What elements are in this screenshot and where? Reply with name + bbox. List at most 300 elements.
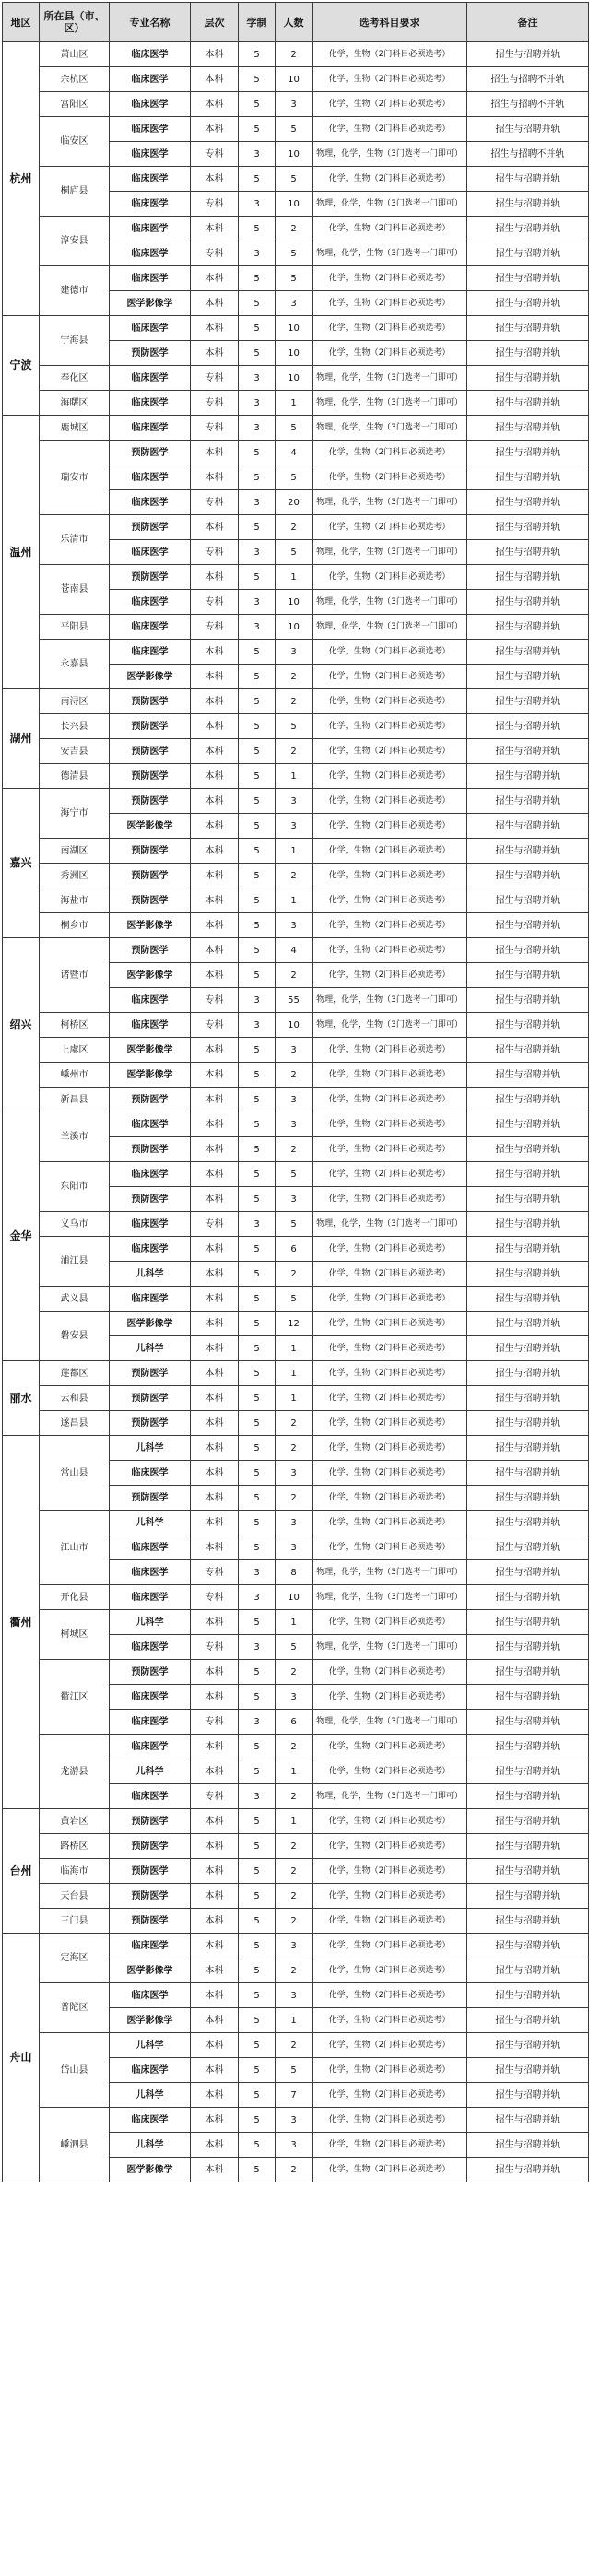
remark-cell: 招生与招聘并轨 bbox=[467, 590, 589, 615]
major-cell: 预防医学 bbox=[110, 341, 191, 366]
level-cell: 专科 bbox=[191, 1560, 239, 1585]
level-cell: 本科 bbox=[191, 1735, 239, 1759]
subjects-cell: 化学，生物（2门科目必须选考） bbox=[313, 92, 467, 117]
level-cell: 本科 bbox=[191, 1535, 239, 1560]
county-cell: 黄岩区 bbox=[40, 1809, 110, 1834]
major-cell: 临床医学 bbox=[110, 266, 191, 291]
count-cell: 1 bbox=[276, 391, 313, 416]
level-cell: 本科 bbox=[191, 2133, 239, 2158]
county-cell: 海曙区 bbox=[40, 391, 110, 416]
level-cell: 本科 bbox=[191, 640, 239, 665]
years-cell: 3 bbox=[239, 416, 276, 441]
remark-cell: 招生与招聘并轨 bbox=[467, 615, 589, 640]
level-cell: 本科 bbox=[191, 291, 239, 316]
remark-cell: 招生与招聘并轨 bbox=[467, 1287, 589, 1312]
subjects-cell: 化学，生物（2门科目必须选考） bbox=[313, 565, 467, 590]
subjects-cell: 物理，化学，生物（3门选考一门即可） bbox=[313, 1784, 467, 1809]
subjects-cell: 化学，生物（2门科目必须选考） bbox=[313, 341, 467, 366]
remark-cell: 招生与招聘并轨 bbox=[467, 1212, 589, 1237]
table-row bbox=[3, 441, 589, 465]
years-cell: 5 bbox=[239, 316, 276, 341]
level-cell: 本科 bbox=[191, 913, 239, 938]
county-cell: 武义县 bbox=[40, 1287, 110, 1312]
subjects-cell: 化学，生物（2门科目必须选考） bbox=[313, 2133, 467, 2158]
major-cell: 预防医学 bbox=[110, 864, 191, 888]
count-cell: 10 bbox=[276, 192, 313, 217]
remark-cell: 招生与招聘并轨 bbox=[467, 1958, 589, 1983]
county-cell: 遂昌县 bbox=[40, 1411, 110, 1436]
count-cell: 2 bbox=[276, 1735, 313, 1759]
remark-cell: 招生与招聘并轨 bbox=[467, 1834, 589, 1859]
count-cell: 2 bbox=[276, 963, 313, 988]
count-cell: 2 bbox=[276, 1660, 313, 1685]
subjects-cell: 化学，生物（2门科目必须选考） bbox=[313, 1958, 467, 1983]
subjects-cell: 化学，生物（2门科目必须选考） bbox=[313, 1610, 467, 1635]
years-cell: 3 bbox=[239, 1212, 276, 1237]
count-cell: 3 bbox=[276, 92, 313, 117]
remark-cell: 招生与招聘并轨 bbox=[467, 1237, 589, 1262]
remark-cell: 招生与招聘并轨 bbox=[467, 1535, 589, 1560]
level-cell: 本科 bbox=[191, 217, 239, 241]
count-cell: 5 bbox=[276, 2058, 313, 2083]
count-cell: 2 bbox=[276, 2158, 313, 2182]
major-cell: 预防医学 bbox=[110, 1486, 191, 1511]
remark-cell: 招生与招聘并轨 bbox=[467, 1710, 589, 1735]
remark-cell: 招生与招聘不并轨 bbox=[467, 142, 589, 167]
count-cell: 2 bbox=[276, 1909, 313, 1934]
level-cell: 本科 bbox=[191, 1088, 239, 1112]
county-cell: 诸暨市 bbox=[40, 938, 110, 1013]
level-cell: 本科 bbox=[191, 1486, 239, 1511]
major-cell: 医学影像学 bbox=[110, 814, 191, 839]
major-cell: 医学影像学 bbox=[110, 2008, 191, 2033]
county-cell: 萧山区 bbox=[40, 42, 110, 67]
level-cell: 本科 bbox=[191, 1038, 239, 1063]
subjects-cell: 化学，生物（2门科目必须选考） bbox=[313, 167, 467, 192]
years-cell: 5 bbox=[239, 1038, 276, 1063]
remark-cell: 招生与招聘并轨 bbox=[467, 1809, 589, 1834]
count-cell: 2 bbox=[276, 1958, 313, 1983]
remark-cell: 招生与招聘并轨 bbox=[467, 739, 589, 764]
remark-cell: 招生与招聘并轨 bbox=[467, 864, 589, 888]
count-cell: 3 bbox=[276, 1112, 313, 1137]
level-cell: 专科 bbox=[191, 490, 239, 515]
years-cell: 3 bbox=[239, 590, 276, 615]
major-cell: 临床医学 bbox=[110, 1635, 191, 1660]
years-cell: 5 bbox=[239, 665, 276, 689]
remark-cell: 招生与招聘并轨 bbox=[467, 2133, 589, 2158]
years-cell: 5 bbox=[239, 2058, 276, 2083]
level-cell: 专科 bbox=[191, 391, 239, 416]
county-cell: 富阳区 bbox=[40, 92, 110, 117]
remark-cell: 招生与招聘并轨 bbox=[467, 1610, 589, 1635]
level-cell: 本科 bbox=[191, 739, 239, 764]
count-cell: 3 bbox=[276, 789, 313, 814]
years-cell: 5 bbox=[239, 739, 276, 764]
level-cell: 本科 bbox=[191, 1436, 239, 1461]
region-cell: 衢州 bbox=[3, 1436, 40, 1809]
count-cell: 2 bbox=[276, 1486, 313, 1511]
major-cell: 儿科学 bbox=[110, 2133, 191, 2158]
subjects-cell: 化学，生物（2门科目必须选考） bbox=[313, 1262, 467, 1287]
county-cell: 路桥区 bbox=[40, 1834, 110, 1859]
remark-cell: 招生与招聘并轨 bbox=[467, 217, 589, 241]
years-cell: 5 bbox=[239, 565, 276, 590]
table-row bbox=[3, 1287, 589, 1312]
subjects-cell: 化学，生物（2门科目必须选考） bbox=[313, 1461, 467, 1486]
count-cell: 1 bbox=[276, 1336, 313, 1361]
remark-cell: 招生与招聘并轨 bbox=[467, 640, 589, 665]
major-cell: 临床医学 bbox=[110, 1535, 191, 1560]
subjects-cell: 物理，化学，生物（3门选考一门即可） bbox=[313, 615, 467, 640]
subjects-cell: 化学，生物（2门科目必须选考） bbox=[313, 739, 467, 764]
major-cell: 临床医学 bbox=[110, 1237, 191, 1262]
subjects-cell: 物理，化学，生物（3门选考一门即可） bbox=[313, 241, 467, 266]
years-cell: 5 bbox=[239, 1436, 276, 1461]
major-cell: 儿科学 bbox=[110, 1336, 191, 1361]
years-cell: 5 bbox=[239, 789, 276, 814]
county-cell: 乐清市 bbox=[40, 515, 110, 565]
years-cell: 5 bbox=[239, 1112, 276, 1137]
major-cell: 预防医学 bbox=[110, 739, 191, 764]
years-cell: 5 bbox=[239, 1535, 276, 1560]
county-cell: 东阳市 bbox=[40, 1162, 110, 1212]
level-cell: 本科 bbox=[191, 465, 239, 490]
table-row bbox=[3, 1511, 589, 1535]
major-cell: 儿科学 bbox=[110, 2083, 191, 2108]
enrollment-table bbox=[2, 2, 589, 2182]
major-cell: 医学影像学 bbox=[110, 2158, 191, 2182]
major-cell: 临床医学 bbox=[110, 67, 191, 92]
remark-cell: 招生与招聘不并轨 bbox=[467, 92, 589, 117]
subjects-cell: 化学，生物（2门科目必须选考） bbox=[313, 1336, 467, 1361]
remark-cell: 招生与招聘并轨 bbox=[467, 465, 589, 490]
subjects-cell: 化学，生物（2门科目必须选考） bbox=[313, 1361, 467, 1386]
years-cell: 5 bbox=[239, 2008, 276, 2033]
count-cell: 7 bbox=[276, 2083, 313, 2108]
remark-cell: 招生与招聘并轨 bbox=[467, 1486, 589, 1511]
remark-cell: 招生与招聘并轨 bbox=[467, 665, 589, 689]
subjects-cell: 化学，生物（2门科目必须选考） bbox=[313, 1063, 467, 1088]
county-cell: 磐安县 bbox=[40, 1312, 110, 1361]
years-cell: 5 bbox=[239, 341, 276, 366]
table-row bbox=[3, 938, 589, 963]
count-cell: 2 bbox=[276, 515, 313, 540]
level-cell: 本科 bbox=[191, 316, 239, 341]
years-cell: 3 bbox=[239, 391, 276, 416]
county-cell: 嵊州市 bbox=[40, 1063, 110, 1088]
years-cell: 5 bbox=[239, 441, 276, 465]
major-cell: 临床医学 bbox=[110, 1585, 191, 1610]
level-cell: 本科 bbox=[191, 1809, 239, 1834]
level-cell: 本科 bbox=[191, 1336, 239, 1361]
subjects-cell: 物理，化学，生物（3门选考一门即可） bbox=[313, 1013, 467, 1038]
county-cell: 龙游县 bbox=[40, 1735, 110, 1809]
level-cell: 本科 bbox=[191, 888, 239, 913]
remark-cell: 招生与招聘并轨 bbox=[467, 839, 589, 864]
county-cell: 兰溪市 bbox=[40, 1112, 110, 1162]
subjects-cell: 物理，化学，生物（3门选考一门即可） bbox=[313, 416, 467, 441]
table-row bbox=[3, 640, 589, 665]
level-cell: 专科 bbox=[191, 1784, 239, 1809]
major-cell: 预防医学 bbox=[110, 1859, 191, 1884]
count-cell: 1 bbox=[276, 565, 313, 590]
major-cell: 临床医学 bbox=[110, 92, 191, 117]
level-cell: 本科 bbox=[191, 266, 239, 291]
years-cell: 5 bbox=[239, 2158, 276, 2182]
remark-cell: 招生与招聘并轨 bbox=[467, 515, 589, 540]
subjects-cell: 化学，生物（2门科目必须选考） bbox=[313, 2033, 467, 2058]
remark-cell: 招生与招聘并轨 bbox=[467, 1162, 589, 1187]
table-row bbox=[3, 864, 589, 888]
level-cell: 专科 bbox=[191, 241, 239, 266]
major-cell: 临床医学 bbox=[110, 1162, 191, 1187]
major-cell: 预防医学 bbox=[110, 789, 191, 814]
remark-cell: 招生与招聘并轨 bbox=[467, 988, 589, 1013]
level-cell: 本科 bbox=[191, 2033, 239, 2058]
remark-cell: 招生与招聘并轨 bbox=[467, 2008, 589, 2033]
level-cell: 本科 bbox=[191, 1511, 239, 1535]
years-cell: 5 bbox=[239, 764, 276, 789]
table-row bbox=[3, 1436, 589, 1461]
remark-cell: 招生与招聘并轨 bbox=[467, 1013, 589, 1038]
years-cell: 5 bbox=[239, 1386, 276, 1411]
level-cell: 专科 bbox=[191, 1013, 239, 1038]
remark-cell: 招生与招聘并轨 bbox=[467, 814, 589, 839]
remark-cell: 招生与招聘并轨 bbox=[467, 1759, 589, 1784]
major-cell: 临床医学 bbox=[110, 366, 191, 391]
header-region: 地区 bbox=[3, 3, 40, 42]
years-cell: 5 bbox=[239, 1137, 276, 1162]
count-cell: 2 bbox=[276, 1137, 313, 1162]
level-cell: 本科 bbox=[191, 665, 239, 689]
count-cell: 3 bbox=[276, 1088, 313, 1112]
header-major: 专业名称 bbox=[110, 3, 191, 42]
subjects-cell: 化学，生物（2门科目必须选考） bbox=[313, 2008, 467, 2033]
subjects-cell: 化学，生物（2门科目必须选考） bbox=[313, 839, 467, 864]
count-cell: 3 bbox=[276, 1038, 313, 1063]
table-row bbox=[3, 1585, 589, 1610]
table-row bbox=[3, 1859, 589, 1884]
remark-cell: 招生与招聘并轨 bbox=[467, 2158, 589, 2182]
major-cell: 预防医学 bbox=[110, 1834, 191, 1859]
years-cell: 5 bbox=[239, 167, 276, 192]
remark-cell: 招生与招聘并轨 bbox=[467, 2033, 589, 2058]
table-row bbox=[3, 1088, 589, 1112]
remark-cell: 招生与招聘并轨 bbox=[467, 1088, 589, 1112]
remark-cell: 招生与招聘并轨 bbox=[467, 42, 589, 67]
remark-cell: 招生与招聘并轨 bbox=[467, 1361, 589, 1386]
table-row bbox=[3, 42, 589, 67]
subjects-cell: 化学，生物（2门科目必须选考） bbox=[313, 1759, 467, 1784]
table-row bbox=[3, 391, 589, 416]
level-cell: 本科 bbox=[191, 2083, 239, 2108]
remark-cell: 招生与招聘并轨 bbox=[467, 1585, 589, 1610]
count-cell: 10 bbox=[276, 1013, 313, 1038]
level-cell: 本科 bbox=[191, 714, 239, 739]
header-subjects: 选考科目要求 bbox=[313, 3, 467, 42]
remark-cell: 招生与招聘并轨 bbox=[467, 192, 589, 217]
major-cell: 预防医学 bbox=[110, 714, 191, 739]
subjects-cell: 物理，化学，生物（3门选考一门即可） bbox=[313, 391, 467, 416]
major-cell: 临床医学 bbox=[110, 615, 191, 640]
major-cell: 医学影像学 bbox=[110, 1958, 191, 1983]
years-cell: 5 bbox=[239, 1162, 276, 1187]
years-cell: 5 bbox=[239, 2133, 276, 2158]
county-cell: 普陀区 bbox=[40, 1983, 110, 2033]
subjects-cell: 化学，生物（2门科目必须选考） bbox=[313, 1386, 467, 1411]
level-cell: 本科 bbox=[191, 839, 239, 864]
count-cell: 3 bbox=[276, 1685, 313, 1710]
major-cell: 儿科学 bbox=[110, 1262, 191, 1287]
count-cell: 1 bbox=[276, 1809, 313, 1834]
table-row bbox=[3, 266, 589, 291]
years-cell: 3 bbox=[239, 1560, 276, 1585]
table-row bbox=[3, 888, 589, 913]
major-cell: 预防医学 bbox=[110, 1909, 191, 1934]
subjects-cell: 化学，生物（2门科目必须选考） bbox=[313, 1436, 467, 1461]
region-cell: 丽水 bbox=[3, 1361, 40, 1436]
major-cell: 临床医学 bbox=[110, 640, 191, 665]
remark-cell: 招生与招聘并轨 bbox=[467, 241, 589, 266]
count-cell: 3 bbox=[276, 913, 313, 938]
county-cell: 秀洲区 bbox=[40, 864, 110, 888]
region-cell: 杭州 bbox=[3, 42, 40, 316]
major-cell: 儿科学 bbox=[110, 1436, 191, 1461]
subjects-cell: 化学，生物（2门科目必须选考） bbox=[313, 2158, 467, 2182]
county-cell: 柯城区 bbox=[40, 1610, 110, 1660]
major-cell: 临床医学 bbox=[110, 1735, 191, 1759]
remark-cell: 招生与招聘并轨 bbox=[467, 1735, 589, 1759]
level-cell: 本科 bbox=[191, 689, 239, 714]
count-cell: 2 bbox=[276, 217, 313, 241]
table-row bbox=[3, 1063, 589, 1088]
years-cell: 5 bbox=[239, 515, 276, 540]
major-cell: 预防医学 bbox=[110, 1386, 191, 1411]
header-level: 层次 bbox=[191, 3, 239, 42]
years-cell: 3 bbox=[239, 192, 276, 217]
level-cell: 专科 bbox=[191, 615, 239, 640]
count-cell: 1 bbox=[276, 1759, 313, 1784]
county-cell: 常山县 bbox=[40, 1436, 110, 1511]
years-cell: 3 bbox=[239, 241, 276, 266]
count-cell: 5 bbox=[276, 465, 313, 490]
level-cell: 本科 bbox=[191, 1610, 239, 1635]
subjects-cell: 化学，生物（2门科目必须选考） bbox=[313, 814, 467, 839]
years-cell: 5 bbox=[239, 864, 276, 888]
count-cell: 1 bbox=[276, 888, 313, 913]
level-cell: 本科 bbox=[191, 2158, 239, 2182]
county-cell: 南浔区 bbox=[40, 689, 110, 714]
years-cell: 5 bbox=[239, 1759, 276, 1784]
table-row bbox=[3, 217, 589, 241]
level-cell: 本科 bbox=[191, 1112, 239, 1137]
years-cell: 5 bbox=[239, 1411, 276, 1436]
remark-cell: 招生与招聘并轨 bbox=[467, 1511, 589, 1535]
count-cell: 5 bbox=[276, 1287, 313, 1312]
years-cell: 5 bbox=[239, 1287, 276, 1312]
subjects-cell: 化学，生物（2门科目必须选考） bbox=[313, 42, 467, 67]
subjects-cell: 化学，生物（2门科目必须选考） bbox=[313, 864, 467, 888]
level-cell: 本科 bbox=[191, 814, 239, 839]
subjects-cell: 化学，生物（2门科目必须选考） bbox=[313, 1809, 467, 1834]
major-cell: 临床医学 bbox=[110, 1710, 191, 1735]
subjects-cell: 化学，生物（2门科目必须选考） bbox=[313, 938, 467, 963]
count-cell: 10 bbox=[276, 341, 313, 366]
subjects-cell: 化学，生物（2门科目必须选考） bbox=[313, 67, 467, 92]
table-body bbox=[3, 42, 589, 2182]
level-cell: 本科 bbox=[191, 515, 239, 540]
subjects-cell: 化学，生物（2门科目必须选考） bbox=[313, 888, 467, 913]
remark-cell: 招生与招聘并轨 bbox=[467, 1063, 589, 1088]
count-cell: 1 bbox=[276, 839, 313, 864]
remark-cell: 招生与招聘并轨 bbox=[467, 2083, 589, 2108]
count-cell: 5 bbox=[276, 167, 313, 192]
remark-cell: 招生与招聘并轨 bbox=[467, 963, 589, 988]
table-row bbox=[3, 316, 589, 341]
count-cell: 5 bbox=[276, 117, 313, 142]
county-cell: 平阳县 bbox=[40, 615, 110, 640]
major-cell: 儿科学 bbox=[110, 1511, 191, 1535]
remark-cell: 招生与招聘并轨 bbox=[467, 938, 589, 963]
county-cell: 天台县 bbox=[40, 1884, 110, 1909]
count-cell: 5 bbox=[276, 1212, 313, 1237]
remark-cell: 招生与招聘并轨 bbox=[467, 1635, 589, 1660]
level-cell: 本科 bbox=[191, 938, 239, 963]
count-cell: 10 bbox=[276, 615, 313, 640]
table-row bbox=[3, 1361, 589, 1386]
count-cell: 3 bbox=[276, 2133, 313, 2158]
table-row bbox=[3, 2108, 589, 2133]
years-cell: 5 bbox=[239, 1486, 276, 1511]
major-cell: 临床医学 bbox=[110, 416, 191, 441]
years-cell: 5 bbox=[239, 67, 276, 92]
region-cell: 舟山 bbox=[3, 1934, 40, 2182]
major-cell: 临床医学 bbox=[110, 192, 191, 217]
count-cell: 2 bbox=[276, 864, 313, 888]
table-row bbox=[3, 1038, 589, 1063]
county-cell: 苍南县 bbox=[40, 565, 110, 615]
county-cell: 德清县 bbox=[40, 764, 110, 789]
level-cell: 本科 bbox=[191, 2108, 239, 2133]
level-cell: 本科 bbox=[191, 1262, 239, 1287]
major-cell: 临床医学 bbox=[110, 465, 191, 490]
count-cell: 12 bbox=[276, 1312, 313, 1336]
county-cell: 三门县 bbox=[40, 1909, 110, 1934]
subjects-cell: 化学，生物（2门科目必须选考） bbox=[313, 217, 467, 241]
major-cell: 预防医学 bbox=[110, 1411, 191, 1436]
remark-cell: 招生与招聘并轨 bbox=[467, 1884, 589, 1909]
county-cell: 临海市 bbox=[40, 1859, 110, 1884]
level-cell: 专科 bbox=[191, 540, 239, 565]
years-cell: 5 bbox=[239, 1685, 276, 1710]
county-cell: 柯桥区 bbox=[40, 1013, 110, 1038]
level-cell: 本科 bbox=[191, 2058, 239, 2083]
level-cell: 本科 bbox=[191, 441, 239, 465]
remark-cell: 招生与招聘并轨 bbox=[467, 266, 589, 291]
years-cell: 5 bbox=[239, 1187, 276, 1212]
table-row bbox=[3, 92, 589, 117]
level-cell: 本科 bbox=[191, 1958, 239, 1983]
remark-cell: 招生与招聘并轨 bbox=[467, 689, 589, 714]
header-count: 人数 bbox=[276, 3, 313, 42]
table-row bbox=[3, 1386, 589, 1411]
years-cell: 5 bbox=[239, 963, 276, 988]
level-cell: 本科 bbox=[191, 1461, 239, 1486]
level-cell: 本科 bbox=[191, 764, 239, 789]
years-cell: 3 bbox=[239, 366, 276, 391]
subjects-cell: 化学，生物（2门科目必须选考） bbox=[313, 913, 467, 938]
